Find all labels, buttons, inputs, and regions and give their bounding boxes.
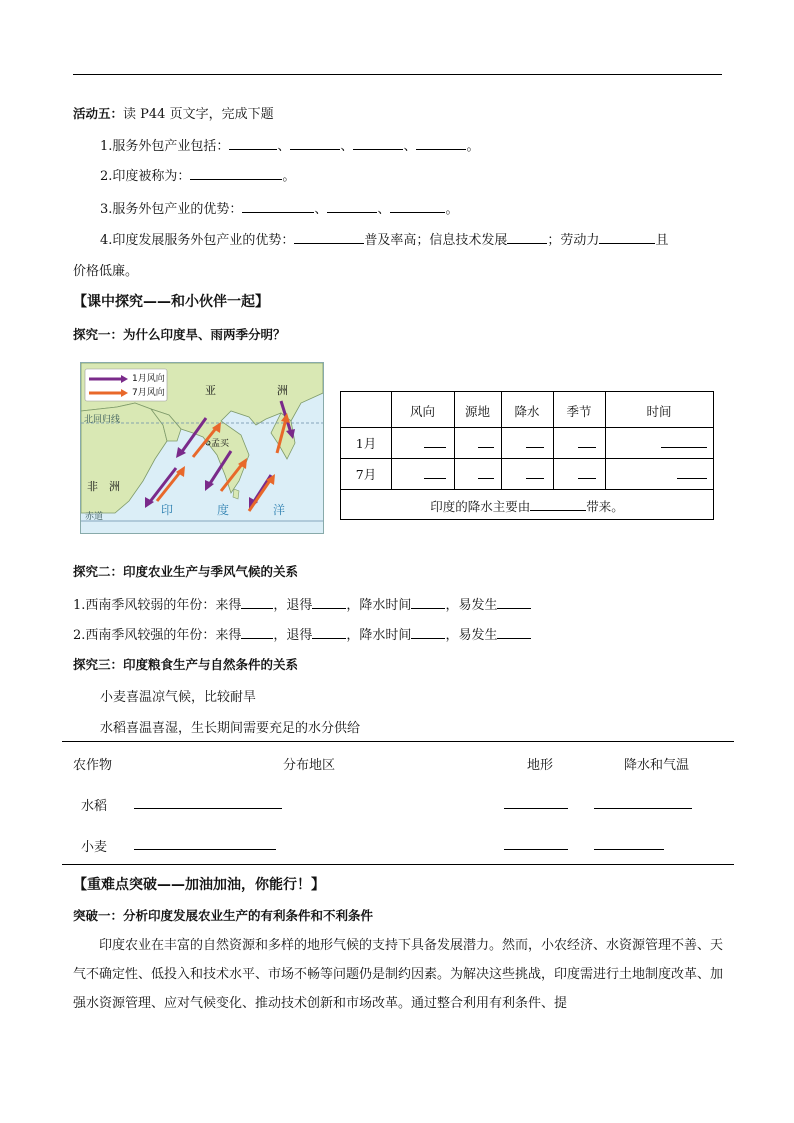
separator: 、	[340, 139, 354, 154]
footer-prefix: 印度的降水主要由	[430, 499, 531, 514]
line1-prefix: 1.西南季风较弱的年份：来得	[73, 598, 242, 613]
q4-mid2: ；劳动力	[547, 233, 600, 248]
row-label-jan: 1月	[355, 436, 377, 451]
q1-prefix: 1.服务外包产业包括：	[100, 139, 230, 154]
monsoon-table	[340, 391, 714, 520]
terminator: 。	[445, 202, 459, 217]
row-label-jul: 7月	[355, 467, 377, 482]
blank[interactable]	[478, 478, 494, 479]
activity5-title: 活动五：	[73, 106, 124, 121]
crop-wheat: 小麦	[81, 840, 108, 855]
q4-mid1: 普及率高；信息技术发展	[364, 233, 508, 248]
blank[interactable]	[390, 199, 445, 213]
blank[interactable]	[411, 595, 445, 609]
blank[interactable]	[294, 230, 364, 244]
blank[interactable]	[497, 625, 531, 639]
blank[interactable]	[677, 478, 707, 479]
part-rain: ，降水时间	[346, 628, 412, 643]
explore3-title: 探究三：印度粮食生产与自然条件的关系	[73, 657, 299, 672]
part-prone: ，易发生	[445, 598, 498, 613]
blank[interactable]	[578, 478, 596, 479]
q4-prefix: 4.印度发展服务外包产业的优势：	[100, 233, 295, 248]
part-rain: ，降水时间	[346, 598, 412, 613]
header-rule	[73, 74, 722, 75]
separator: 、	[377, 202, 391, 217]
breakthrough1-title: 突破一：分析印度发展农业生产的有利条件和不利条件	[73, 908, 374, 923]
blank[interactable]	[242, 199, 314, 213]
crop-th-terrain: 地形	[527, 758, 554, 773]
table-hline	[341, 427, 713, 428]
section-title-breakthrough: 【重难点突破——加油加油，你能行！】	[73, 877, 325, 893]
rice-note: 水稻喜温喜湿，生长期间需要充足的水分供给	[100, 721, 361, 736]
activity5-intro: 读 P44 页文字，完成下题	[123, 107, 274, 122]
crop-th-region: 分布地区	[283, 758, 336, 773]
blank[interactable]	[478, 447, 494, 448]
blank[interactable]	[661, 447, 707, 448]
terminator: 。	[282, 169, 296, 184]
th-source: 源地	[464, 404, 490, 419]
africa-label: 非 洲	[87, 480, 120, 493]
equator-label: 赤道	[85, 512, 104, 522]
blank[interactable]	[530, 497, 586, 511]
blank[interactable]	[594, 849, 664, 850]
monsoon-map	[80, 362, 324, 534]
terminator: 。	[466, 139, 480, 154]
blank[interactable]	[190, 166, 282, 180]
mumbai-label: 孟买	[211, 439, 230, 449]
explore1-title: 探究一：为什么印度旱、雨两季分明？	[73, 327, 286, 342]
footer-suffix: 带来。	[586, 499, 624, 514]
blank[interactable]	[241, 625, 273, 639]
breakthrough1-paragraph: 印度农业在丰富的自然资源和多样的地形气候的支持下具备发展潜力。然而，小农经济、水资源管理不善、天气不确定性、低投入和技术水平、市场不畅等问题仍是制约因素。为解决这些挑战，印度需进行土地制度改革、加强水资源管理、应对气候变化、推动技术创新和市场改革。通过整合利用有利条件、提	[73, 938, 724, 1011]
table-hline	[341, 489, 713, 490]
blank[interactable]	[134, 808, 282, 809]
ocean-label-3: 洋	[273, 503, 286, 517]
blank[interactable]	[504, 849, 568, 850]
part-retreat: ，退得	[273, 598, 313, 613]
blank[interactable]	[504, 808, 568, 809]
blank[interactable]	[134, 849, 276, 850]
activity5-q1	[100, 135, 479, 154]
explore2-line2	[73, 624, 531, 643]
activity5-heading	[73, 103, 274, 122]
section-title-explore: 【课中探究——和小伙伴一起】	[73, 294, 269, 310]
blank[interactable]	[327, 199, 377, 213]
blank[interactable]	[594, 808, 692, 809]
separator: 、	[314, 202, 328, 217]
sri-lanka	[233, 489, 239, 499]
crop-rice: 水稻	[81, 799, 108, 814]
q4-mid3: 且	[655, 233, 669, 248]
part-retreat: ，退得	[273, 628, 313, 643]
blank[interactable]	[424, 478, 446, 479]
blank[interactable]	[578, 447, 596, 448]
crop-th-crop: 农作物	[73, 758, 113, 773]
ocean-label-2: 度	[217, 503, 230, 517]
blank[interactable]	[507, 230, 547, 244]
wheat-note: 小麦喜温凉气候，比较耐旱	[100, 690, 257, 705]
table-hline	[341, 458, 713, 459]
blank[interactable]	[411, 625, 445, 639]
blank[interactable]	[424, 447, 446, 448]
blank[interactable]	[241, 595, 273, 609]
blank[interactable]	[229, 136, 277, 150]
blank[interactable]	[312, 595, 346, 609]
explore2-line1	[73, 594, 531, 613]
part-prone: ，易发生	[445, 628, 498, 643]
activity5-q3	[100, 198, 458, 217]
activity5-q4-cont: 价格低廉。	[73, 264, 139, 279]
legend-jul-label: 7月风向	[132, 388, 165, 398]
explore2-title: 探究二：印度农业生产与季风气候的关系	[73, 564, 299, 579]
blank[interactable]	[290, 136, 340, 150]
ocean-label-1: 印	[161, 503, 174, 517]
blank[interactable]	[353, 136, 403, 150]
crop-th-climate: 降水和气温	[624, 758, 690, 773]
blank[interactable]	[526, 447, 544, 448]
blank[interactable]	[416, 136, 466, 150]
blank[interactable]	[599, 230, 655, 244]
separator: 、	[277, 139, 291, 154]
legend-jan-label: 1月风向	[132, 374, 165, 384]
crop-table-bottom-rule	[62, 864, 734, 865]
line2-prefix: 2.西南季风较强的年份：来得	[73, 628, 242, 643]
activity5-q4	[100, 229, 668, 248]
table-footer	[341, 497, 713, 515]
th-time: 时间	[646, 404, 672, 419]
th-season: 季节	[566, 404, 592, 419]
blank[interactable]	[312, 625, 346, 639]
tropic-label: 北回归线	[84, 415, 121, 425]
crop-table-top-rule	[62, 741, 734, 742]
asia-label-a: 亚	[205, 384, 216, 397]
separator: 、	[403, 139, 417, 154]
q3-prefix: 3.服务外包产业的优势：	[100, 202, 243, 217]
asia-label-b: 洲	[277, 384, 288, 397]
blank[interactable]	[526, 478, 544, 479]
q2-prefix: 2.印度被称为：	[100, 169, 191, 184]
th-precipitation: 降水	[514, 404, 540, 419]
th-wind-direction: 风向	[409, 404, 435, 419]
blank[interactable]	[497, 595, 531, 609]
activity5-q2	[100, 165, 295, 184]
